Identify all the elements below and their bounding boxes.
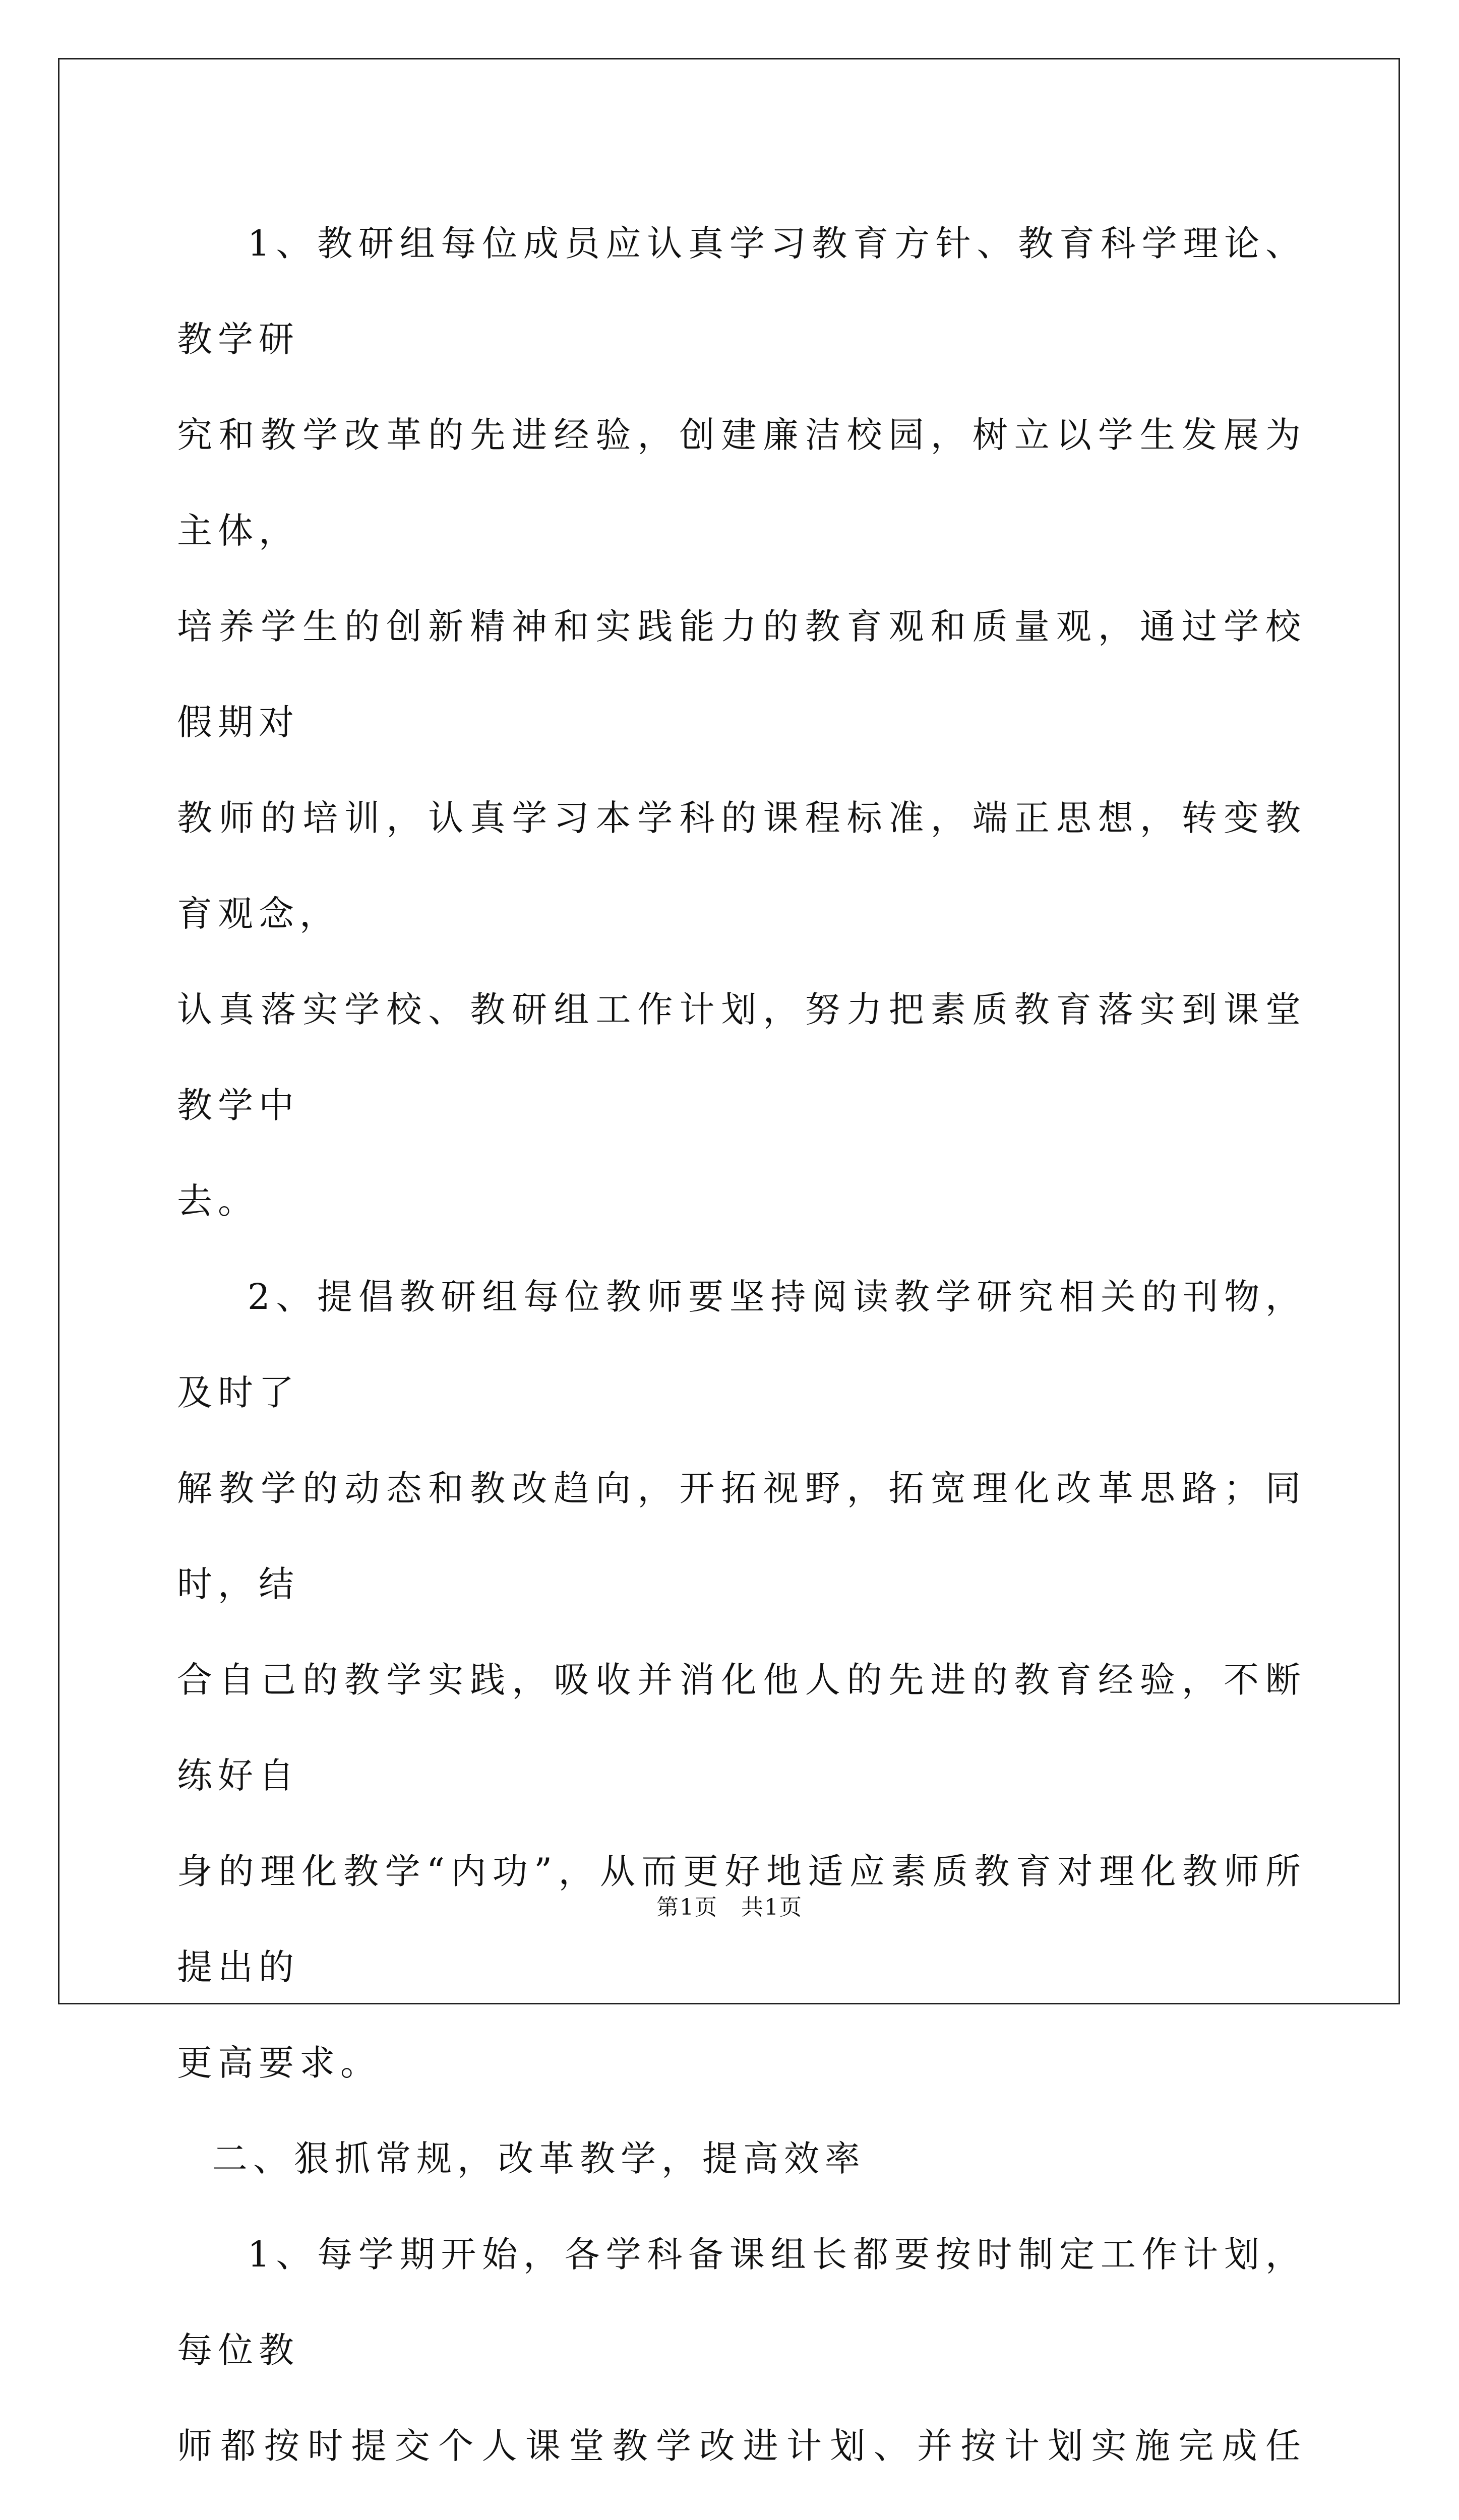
text-line: 2、提倡教研组每位教师要坚持阅读教学研究相关的刊物，及时了 [177, 1276, 1306, 1413]
text-line: 认真落实学校、教研组工作计划，努力把素质教育落实到课堂教学中 [177, 989, 1306, 1126]
paragraph-3 [177, 2207, 1306, 2520]
page-footer: 第1页 共1页 [656, 1895, 803, 1920]
section-heading [177, 2111, 1306, 2207]
text-line: 究和教学改革的先进经验，创建廉洁校园，树立以学生发展为主体， [177, 414, 1306, 551]
text-line: 培养学生的创新精神和实践能力的教育观和质量观，通过学校假期对 [177, 606, 1306, 743]
paragraph-2 [177, 1249, 1306, 2111]
paragraph-1 [177, 196, 1306, 1249]
text-line: 1、每学期开始，各学科备课组长都要按时制定工作计划，每位教 [177, 2234, 1306, 2371]
text-line: 合自己的教学实践，吸收并消化他人的先进的教育经验，不断练好自 [177, 1659, 1306, 1796]
text-line: 解教学的动态和教改趋向，开拓视野，拓宽理化改革思路；同时，结 [177, 1468, 1306, 1605]
text-line: 教师的培训，认真学习本学科的课程标准，端正思想，转变教育观念， [177, 797, 1306, 934]
text-line: 去。 [177, 1180, 259, 1222]
text-line: 1、教研组每位成员应认真学习教育方针、教育科学理论、教学研 [177, 223, 1306, 360]
text-line: 师都按时提交个人课堂教学改进计划、并按计划实施完成任 [177, 2425, 1306, 2467]
text-line: 更高要求。 [177, 2042, 381, 2084]
text-line: 二、狠抓常规，改革教学，提高效率 [212, 2138, 866, 2179]
text-line: 身的理化教学“内功”，从而更好地适应素质教育对理化教师所提出的 [177, 1851, 1306, 1988]
document-body [177, 196, 1306, 2520]
